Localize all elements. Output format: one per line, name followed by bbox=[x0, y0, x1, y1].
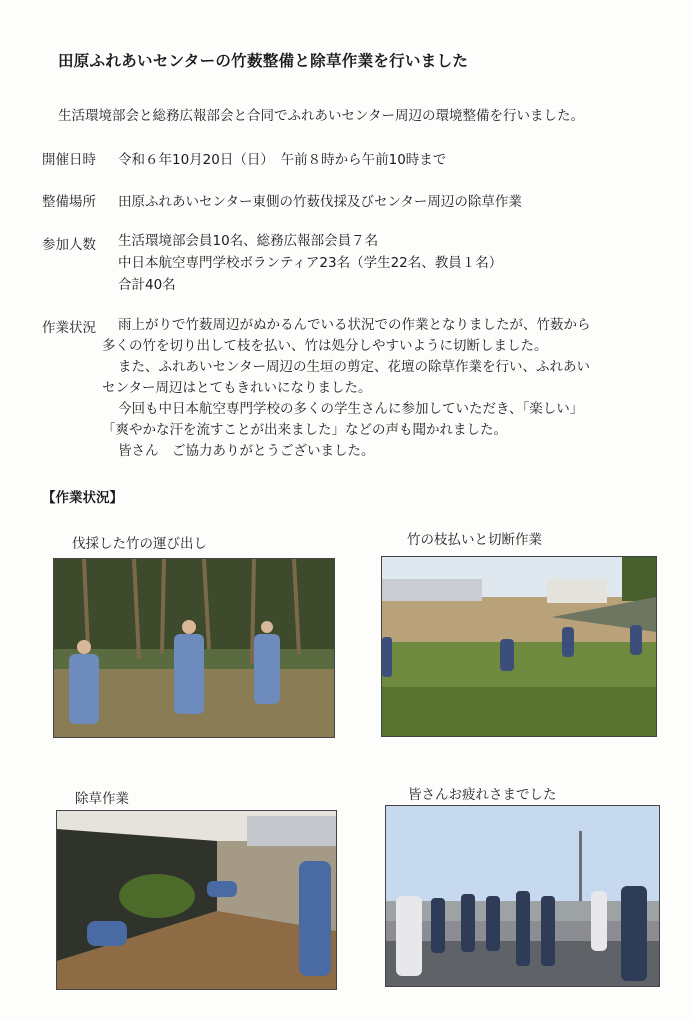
participants-line: 生活環境部会員10名、総務広報部会員７名 bbox=[118, 233, 379, 249]
photo-weeding bbox=[56, 810, 337, 990]
status-line: 「爽やかな汗を流すことが出来ました」などの声も聞かれました。 bbox=[102, 422, 507, 438]
photo-caption: 伐採した竹の運び出し bbox=[72, 536, 207, 552]
photo-caption: 皆さんお疲れさまでした bbox=[408, 787, 557, 803]
participants-line: 中日本航空専門学校ボランティア23名（学生22名、教員１名） bbox=[118, 255, 503, 271]
status-line: 雨上がりで竹薮周辺がぬかるんでいる状況での作業となりましたが、竹薮から bbox=[118, 317, 591, 333]
status-label: 作業状況 bbox=[42, 320, 96, 336]
photo-branch-cutting bbox=[381, 556, 657, 737]
date-value: 令和６年10月20日（日） 午前８時から午前10時まで bbox=[118, 152, 447, 168]
date-label: 開催日時 bbox=[42, 152, 96, 168]
section-heading: 【作業状況】 bbox=[42, 490, 123, 506]
participants-label: 参加人数 bbox=[42, 237, 96, 253]
place-value: 田原ふれあいセンター東側の竹薮伐採及びセンター周辺の除草作業 bbox=[118, 194, 522, 210]
status-line: 今回も中日本航空専門学校の多くの学生さんに参加していただき、「楽しい」 bbox=[118, 401, 584, 417]
page-title: 田原ふれあいセンターの竹薮整備と除草作業を行いました bbox=[58, 52, 469, 70]
status-line: 皆さん ご協力ありがとうございました。 bbox=[118, 443, 375, 459]
participants-line: 合計40名 bbox=[118, 277, 176, 293]
photo-caption: 竹の枝払いと切断作業 bbox=[407, 532, 542, 548]
photo-caption: 除草作業 bbox=[75, 791, 129, 807]
place-label: 整備場所 bbox=[42, 194, 96, 210]
status-line: 多くの竹を切り出して枝を払い、竹は処分しやすいように切断しました。 bbox=[102, 338, 548, 354]
status-line: また、ふれあいセンター周辺の生垣の剪定、花壇の除草作業を行い、ふれあい bbox=[118, 359, 590, 375]
photo-bamboo-carrying bbox=[53, 558, 335, 738]
intro-text: 生活環境部会と総務広報部会と合同でふれあいセンター周辺の環境整備を行いました。 bbox=[58, 108, 584, 124]
status-line: センター周辺はとてもきれいになりました。 bbox=[102, 380, 372, 396]
participants-value bbox=[118, 230, 502, 296]
photo-group bbox=[385, 805, 660, 987]
